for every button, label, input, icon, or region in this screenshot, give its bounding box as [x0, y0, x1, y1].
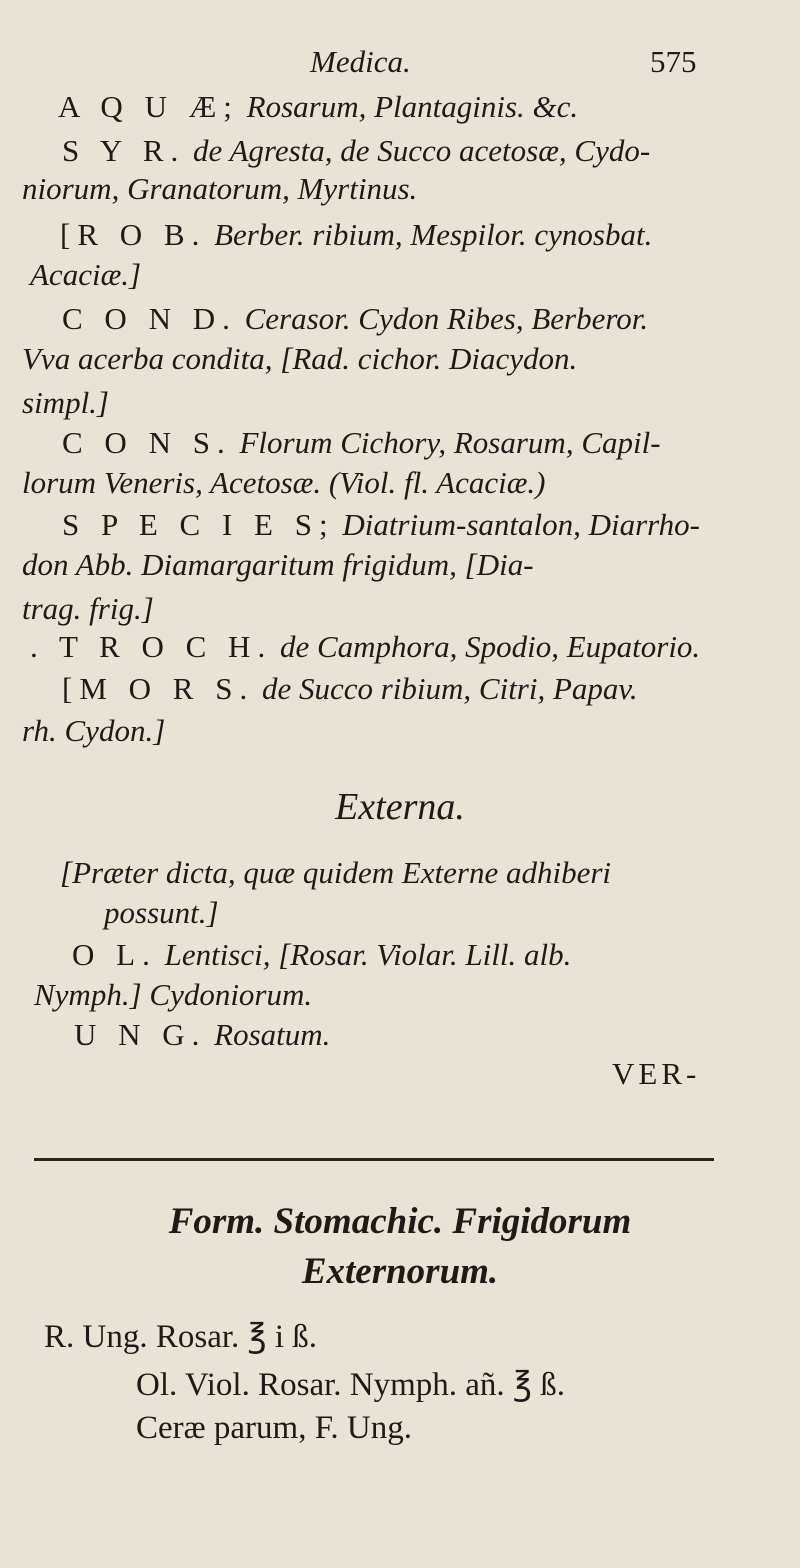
entry-line [62, 670, 638, 708]
entry-text: Lentisci, [Rosar. Violar. Lill. alb. [164, 937, 572, 972]
entry-lead: S Y R. [62, 133, 186, 168]
catchword: VER- [612, 1056, 701, 1091]
formula-title: Form. Stomachic. Frigidorum [168, 1201, 632, 1242]
entry-text: niorum, Granatorum, Myrtinus. [22, 171, 418, 206]
entry-line [60, 854, 611, 892]
section-heading: Externa. [335, 786, 465, 828]
entry-line [62, 506, 700, 544]
entry-text: de Agresta, de Succo acetosæ, Cydo- [193, 133, 651, 168]
entry-text: trag. frig.] [22, 591, 154, 626]
entry-text: possunt.] [104, 895, 219, 930]
entry-lead: A Q U Æ; [58, 89, 239, 124]
formula-subtitle: Externorum. [301, 1251, 499, 1292]
entry-line [104, 894, 219, 932]
entry-line [22, 464, 546, 502]
recipe-line: Ceræ parum, F. Ung. [136, 1410, 413, 1446]
entry-text: de Camphora, Spodio, Eupatorio. [279, 629, 701, 664]
entry-line [62, 132, 650, 170]
page-number: 575 [650, 44, 697, 79]
entry-text: Rosatum. [214, 1017, 331, 1052]
entry-text: Rosarum, Plantaginis. &c. [246, 89, 579, 124]
entry-line [30, 628, 700, 666]
entry-line [22, 170, 417, 208]
entry-line [22, 546, 534, 584]
entry-text: Vva acerba condita, [Rad. cichor. Diacydon. [22, 341, 578, 376]
entry-lead: . T R O C H. [30, 629, 273, 664]
entry-text: Nymph.] Cydoniorum. [34, 977, 313, 1012]
entry-text: don Abb. Diamargaritum frigidum, [Dia- [22, 547, 534, 582]
entry-line [22, 384, 109, 422]
recipe-line: Ol. Viol. Rosar. Nymph. añ. ℥ ß. [136, 1367, 565, 1403]
entry-text: Acaciæ.] [30, 257, 142, 292]
entry-lead: C O N S. [62, 425, 232, 460]
entry-line [22, 712, 165, 750]
entry-text: lorum Veneris, Acetosæ. (Viol. fl. Acaciæ.) [22, 465, 546, 500]
entry-line [30, 256, 141, 294]
entry-lead: U N G. [74, 1017, 207, 1052]
entry-text: de Succo ribium, Citri, Papav. [261, 671, 638, 706]
entry-line [74, 1016, 330, 1054]
entry-text: Florum Cichory, Rosarum, Capil- [239, 425, 661, 460]
entry-text: Diatrium-santalon, Diarrho- [342, 507, 700, 542]
entry-line [22, 340, 577, 378]
recipe-line: R. Ung. Rosar. ℥ i ß. [44, 1319, 317, 1355]
entry-text: simpl.] [22, 385, 109, 420]
entry-line [22, 590, 154, 628]
entry-text: rh. Cydon.] [22, 713, 166, 748]
entry-lead: S P E C I E S; [62, 507, 335, 542]
entry-line [60, 216, 652, 254]
entry-lead: O L. [72, 937, 157, 972]
entry-line [34, 976, 312, 1014]
entry-lead: C O N D. [62, 301, 237, 336]
entry-text: [Præter dicta, quæ quidem Externe adhiberi [60, 855, 612, 890]
divider-rule [34, 1158, 714, 1161]
entry-line [72, 936, 571, 974]
entry-text: Berber. ribium, Mespilor. cynosbat. [214, 217, 653, 252]
entry-text: Cerasor. Cydon Ribes, Berberor. [244, 301, 649, 336]
entry-lead: [R O B. [60, 217, 207, 252]
entry-line [62, 424, 661, 462]
running-title: Medica. [310, 44, 411, 79]
entry-line [62, 300, 648, 338]
entry-line [58, 88, 578, 126]
entry-lead: [M O R S. [62, 671, 255, 706]
